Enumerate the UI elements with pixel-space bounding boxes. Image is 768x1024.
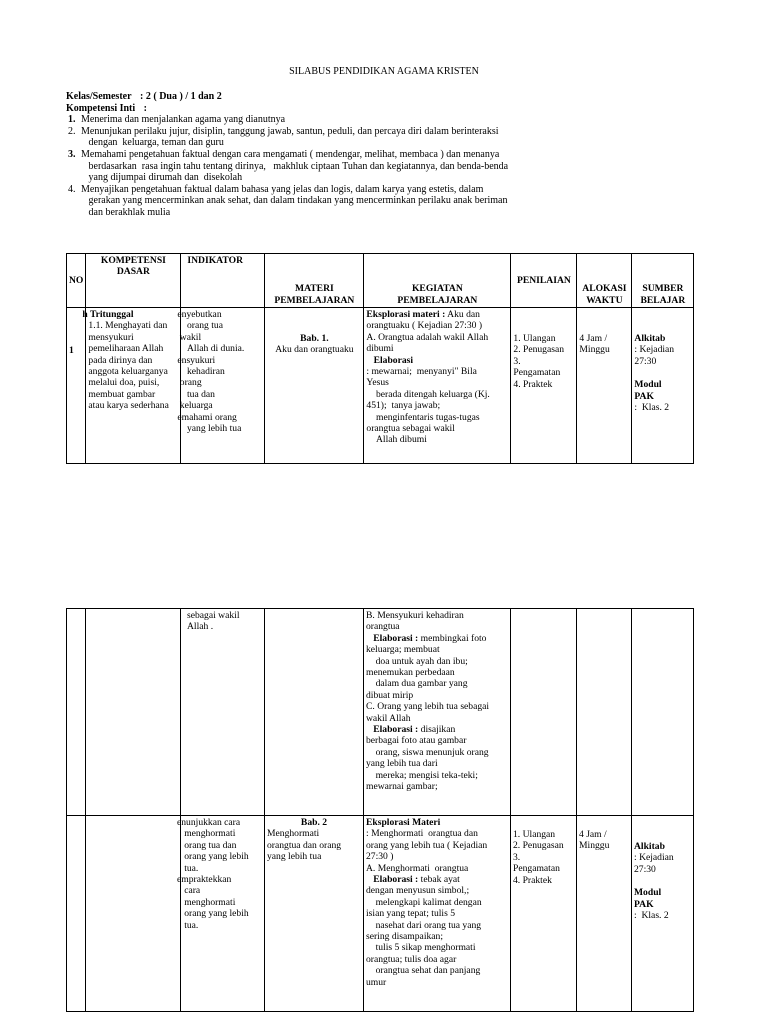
kegiatan-c-heading: C. Orang yang lebih tua sebagai wakil Allah (366, 701, 490, 724)
indikator-cell (177, 308, 265, 464)
penilaian-cell (511, 609, 577, 816)
ki-item (66, 149, 716, 184)
row-number (67, 816, 86, 1012)
ki-number: 4. (68, 183, 76, 195)
kd-cell (86, 609, 181, 816)
sumber-modul-label: Modul PAK (634, 887, 662, 910)
kegiatan-cell (364, 816, 511, 1012)
alokasi-cell (577, 609, 632, 816)
materi-cell (265, 609, 364, 816)
kelas-value: : 2 ( Dua ) / 1 dan 2 (140, 91, 222, 102)
materi-cell (265, 308, 364, 464)
header-kompetensi-dasar: KOMPETENSI DASAR (86, 254, 181, 308)
ki-number: 3. (68, 148, 76, 160)
kegiatan-c-text: disajikan berbagai foto atau gambar orang, siswa menunjuk orang yang lebih tua dari mereka; mengisi teka-teki; mewarnai gambar; (366, 724, 489, 793)
ki-item (66, 114, 716, 126)
header-penilaian: PENILAIAN (511, 254, 577, 308)
ki-item (66, 184, 716, 219)
kegiatan-cell (364, 609, 511, 816)
header-sumber: SUMBER BELAJAR (632, 254, 694, 308)
sumber-cell (632, 609, 694, 816)
indikator-text: enyebutkan orang tua wakil Allah di dunia. ensyukuri kehadiran orang tua dan keluarga emahami orang yang lebih tua (177, 309, 245, 435)
kd-heading: h Tritunggal (82, 309, 134, 320)
syllabus-table-2 (66, 608, 694, 1012)
kegiatan-heading: Eksplorasi materi : (366, 309, 446, 320)
penilaian-text: 1. Ulangan 2. Penugasan 3. Pengamatan 4. Praktek (513, 333, 565, 390)
header-kegiatan: KEGIATAN PEMBELAJARAN (364, 254, 511, 308)
table-header-row (67, 254, 694, 308)
penilaian-cell (511, 308, 577, 464)
sumber-cell (632, 308, 694, 464)
kegiatan-elaborasi: Elaborasi : (366, 874, 419, 886)
row-number (67, 609, 86, 816)
ki-text: Menerima dan menjalankan agama yang dianutnya (81, 114, 286, 126)
header-materi: MATERI PEMBELAJARAN (265, 254, 364, 308)
header-indikator: INDIKATOR (181, 254, 265, 308)
materi-text: Menghormati orangtua dan orang yang lebih tua (267, 828, 342, 863)
header-alokasi: ALOKASI WAKTU (577, 254, 632, 308)
materi-cell (265, 816, 364, 1012)
ki-item (66, 126, 716, 149)
sumber-alkitab-label: Alkitab (634, 333, 666, 344)
kelas-line (66, 91, 716, 103)
document-title: SILABUS PENDIDIKAN AGAMA KRISTEN (289, 66, 479, 77)
sumber-modul-label: Modul PAK (634, 379, 662, 402)
alokasi-cell (577, 308, 632, 464)
ki-list (66, 114, 716, 218)
kegiatan-elaborasi: Elaborasi (366, 354, 414, 366)
kegiatan-cell (364, 308, 511, 464)
ki-text: Menunjukan perilaku jujur, disiplin, tanggung jawab, santun, peduli, dan percaya diri dalam berinteraksi dengan keluarga, teman dan guru (81, 125, 499, 149)
row-number (67, 308, 86, 464)
document-meta (66, 91, 716, 219)
ki-text: Memahami pengetahuan faktual dengan cara mengamati ( mendengar, melihat, membaca ) dan menanya berdasarkan rasa ingin tahu tentang dirinya, makhluk ciptaan Tuhan dan kegiatannya, dan benda-benda yang dijumpai dirumah dan disekolah (81, 148, 509, 184)
header-no: NO (67, 254, 86, 308)
ki-label: Kompetensi Inti (66, 102, 136, 114)
table-row (67, 609, 694, 816)
kegiatan-text: Aku dan orangtuaku ( Kejadian 27:30 ) A. Orangtua adalah wakil Allah dibumi (366, 309, 489, 355)
ki-text: Menyajikan pengetahuan faktual dalam bahasa yang jelas dan logis, dalam karya yang estetis, dalam gerakan yang mencerminkan anak sehat, dan dalam tindakan yang mencerminkan perilaku anak beriman dan berakhlak mulia (81, 183, 508, 218)
table-row (67, 308, 694, 464)
kd-cell (82, 308, 181, 464)
ki-number: 1. (68, 114, 76, 126)
alokasi-text: 4 Jam / Minggu (579, 829, 610, 852)
materi-text: Aku dan orangtuaku (275, 344, 354, 356)
materi-bab: Bab. 1. (300, 333, 329, 344)
kegiatan-c-elaborasi: Elaborasi : (366, 724, 419, 736)
kd-text: 1.1. Menghayati dan mensyukuri pemeliharaan Allah pada dirinya dan anggota keluarganya melalui doa, puisi, membuat gambar atau karya sederhana (88, 320, 169, 412)
sumber-alkitab-text: : Kejadian 27:30 (634, 852, 674, 875)
indikator-cell (177, 816, 265, 1012)
ki-colon: : (143, 102, 148, 114)
kegiatan-heading: Eksplorasi Materi (366, 817, 441, 828)
ki-number: 2. (68, 125, 76, 137)
kegiatan-elaborasi-text: tebak ayat dengan menyusun simbol,; melengkapi kalimat dengan isian yang tepat; tulis 5 nasehat dari orang tua yang sering disampaikan; tulis 5 sikap menghormati orangtua; tulis doa agar orangtua sehat dan panjang umur (366, 874, 482, 988)
kegiatan-b-heading: B. Mensyukuri kehadiran orangtua (366, 610, 464, 633)
materi-bab: Bab. 2 (300, 817, 328, 828)
indikator-text: enunjukkan cara menghormati orang tua dan orang yang lebih tua. empraktekkan cara menghormati orang yang lebih tua. (177, 817, 249, 931)
kegiatan-b-elaborasi: Elaborasi : (366, 632, 419, 644)
alokasi-cell (577, 816, 632, 1012)
alokasi-text: 4 Jam / Minggu (579, 333, 610, 356)
sumber-modul-text: : Klas. 2 (634, 402, 670, 414)
sumber-cell (632, 816, 694, 1012)
kegiatan-text: : Menghormati orangtua dan orang yang lebih tua ( Kejadian 27:30 ) A. Menghormati orangtua (366, 828, 488, 874)
ki-line (66, 103, 716, 115)
kd-cell (86, 816, 181, 1012)
indikator-cell (181, 609, 265, 816)
row-number-text: 1 (69, 345, 74, 356)
penilaian-text: 1. Ulangan 2. Penugasan 3. Pengamatan 4. Praktek (513, 829, 564, 886)
table-row (67, 816, 694, 1012)
sumber-alkitab-label: Alkitab (634, 841, 665, 852)
syllabus-table-1 (66, 253, 694, 464)
kelas-label: Kelas/Semester (66, 91, 132, 102)
sumber-alkitab-text: : Kejadian 27:30 (634, 344, 675, 367)
sumber-modul-text: : Klas. 2 (634, 910, 669, 922)
indikator-text: sebagai wakil Allah . (187, 610, 240, 633)
kegiatan-elaborasi-text: : mewarnai; menyanyi" Bila Yesus berada ditengah keluarga (Kj. 451); tanya jawab; menginfentaris tugas-tugas orangtua sebagai wakil Allah dibumi (366, 366, 490, 446)
kegiatan-b-text: membingkai foto keluarga; membuat doa untuk ayah dan ibu; menemukan perbedaan dalam dua gambar yang dibuat mirip (366, 632, 487, 701)
penilaian-cell (511, 816, 577, 1012)
